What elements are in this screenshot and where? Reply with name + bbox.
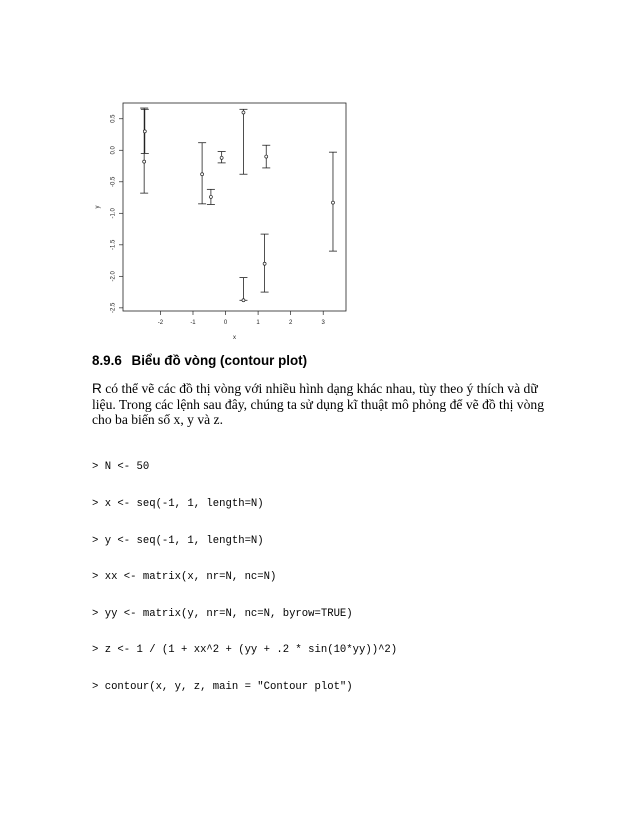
y-tick-label: 0.0: [110, 146, 117, 155]
data-point: [331, 201, 334, 204]
code-line: > z <- 1 / (1 + xx^2 + (yy + .2 * sin(10*yy))^2): [92, 644, 398, 657]
code-line: > x <- seq(-1, 1, length=N): [92, 498, 264, 511]
code-line: > contour(x, y, z, main = "Contour plot"): [92, 681, 353, 694]
section-heading: [92, 353, 307, 368]
data-point: [209, 195, 212, 198]
y-tick-label: -0.5: [110, 176, 117, 187]
y-tick-label: -2.0: [110, 271, 117, 282]
data-point: [143, 160, 146, 163]
data-point: [265, 155, 268, 158]
x-tick-label: -1: [190, 320, 196, 326]
paragraph-lead: R: [92, 381, 102, 396]
data-point: [242, 299, 245, 302]
section-title: Biểu đồ vòng (contour plot): [131, 353, 308, 368]
data-point: [220, 156, 223, 159]
x-axis-label: x: [233, 335, 236, 341]
body-paragraph: [92, 381, 552, 428]
section-number: 8.9.6: [92, 353, 122, 368]
x-tick-label: 1: [256, 320, 260, 326]
paragraph-text: có thể vẽ các đồ thị vòng với nhiều hình dạng khác nhau, tùy theo ý thích và dữ liệu. Trong các lệnh sau đây, chúng ta sử dụng kĩ thuật mô phỏng để vẽ đồ thị vòng cho ba biến số x, y và z.: [92, 381, 544, 427]
x-tick-label: 3: [321, 320, 325, 326]
y-tick-label: 0.5: [110, 114, 117, 123]
data-point: [143, 130, 146, 133]
code-line: > y <- seq(-1, 1, length=N): [92, 534, 264, 547]
errorbar-scatter-plot: [86, 96, 361, 346]
y-tick-label: -2.5: [110, 302, 117, 314]
x-tick-label: -2: [157, 320, 164, 326]
y-axis-label: y: [95, 205, 101, 209]
code-line: > N <- 50: [92, 461, 150, 474]
x-tick-label: 2: [288, 320, 293, 326]
data-point: [242, 111, 245, 114]
data-point: [263, 262, 266, 265]
plot-frame: [123, 103, 346, 311]
code-line: > yy <- matrix(y, nr=N, nc=N, byrow=TRUE): [92, 607, 353, 620]
x-tick-label: 0: [223, 320, 228, 326]
code-line: > xx <- matrix(x, nr=N, nc=N): [92, 571, 277, 584]
y-tick-label: -1.5: [110, 239, 117, 250]
data-point: [201, 173, 204, 176]
code-block: [92, 437, 397, 718]
y-tick-label: -1.0: [110, 208, 117, 219]
